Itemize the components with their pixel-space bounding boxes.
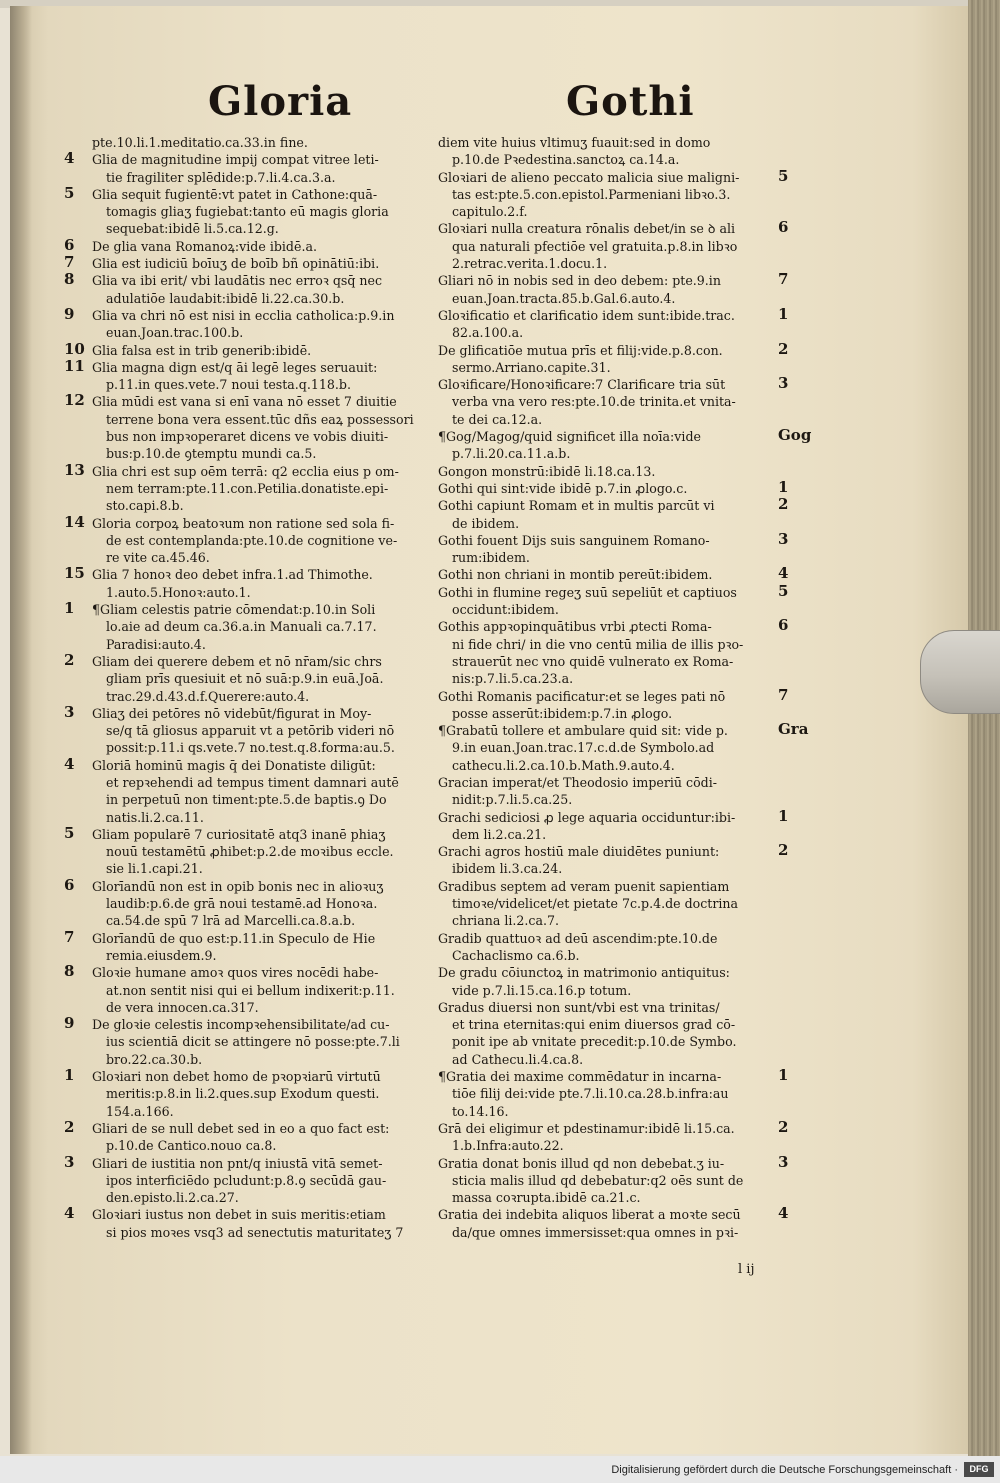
entry-line: remia.eiusdem.9. [106,947,217,963]
index-entry [62,356,414,394]
entry-number: 15 [64,564,85,583]
page-clip-tab [920,630,1000,714]
entry-line: Gothi qui sint:vide ibidē p.7.in ꝓlogo.c. [438,480,688,496]
entry-line: et trina eternitas:qui enim diuersos grad cō- [452,1017,736,1033]
index-entry [428,843,800,878]
entry-number: 9 [64,304,75,323]
index-entry [62,151,414,186]
index-entry [62,255,414,272]
index-entry [428,134,800,169]
index-entry [428,1068,800,1120]
index-entry [428,304,800,342]
index-entry [62,512,414,567]
entry-number: 7 [778,270,789,289]
index-entry [62,183,414,238]
index-entry [428,463,800,480]
entry-line: te dei ca.12.a. [452,411,543,427]
entry-line: Glia magna dign est/q āi legē leges seruauit: [92,359,378,375]
entry-line: chriana li.2.ca.7. [452,913,559,929]
index-entry [62,875,414,930]
entry-line: bus:p.10.de ꝯtemptu mundi ca.5. [106,446,317,462]
entry-line: Gloriā hominū magis q̄ dei Donatiste diligūt: [92,757,376,773]
entry-line: trac.29.d.43.d.f.Querere:auto.4. [106,688,310,704]
entry-line: Glia va ibi erit/ vbi laudātis nec erroꝛ qsq̄ nec [92,273,383,289]
entry-number: 3 [64,702,75,721]
index-entry [62,393,414,462]
entry-line: bro.22.ca.30.b. [106,1051,203,1067]
index-entry [428,930,800,965]
entry-line: tas est:pte.5.con.epistol.Parmeniani libꝛo.3. [452,186,731,202]
entry-number: 6 [64,875,75,894]
index-entry [428,685,800,723]
dfg-logo-icon: DFG [964,1462,994,1477]
entry-number: 4 [778,564,789,583]
entry-line: Glia de magnitudine impij compat vitree leti- [92,152,379,168]
entry-number: 1 [778,1066,789,1085]
index-entry [428,999,800,1068]
entry-line: nem terram:pte.11.con.Petilia.donatiste.epi- [106,480,389,496]
index-entry [62,927,414,965]
index-entry [428,1152,800,1207]
entry-number: 8 [64,270,75,289]
entry-number: 2 [778,339,789,358]
entry-number: 5 [778,581,789,600]
index-entry [428,220,800,272]
entry-number: 1 [778,304,789,323]
entry-line: euan.Joan.tracta.85.b.Gal.6.auto.4. [452,290,676,306]
entry-number: 8 [64,962,75,981]
entry-line: Gloꝛiari iustus non debet in suis meritis:etiam [92,1207,386,1223]
index-entry [62,650,414,705]
entry-line: Gradus diuersi non sunt/vbi est vna trinitas/ [438,999,720,1015]
entry-line: Gracian imperat/et Theodosio imperiū cōdi- [438,774,718,790]
entry-line: ipos interficiēdo pcludunt:p.8.ꝯ secūdā gau- [106,1172,387,1188]
entry-line: meritis:p.8.in li.2.ques.sup Exodum questi. [106,1086,380,1102]
entry-line: Gliari de se null debet sed in eo a quo fact est: [92,1120,390,1136]
index-entry [62,235,414,255]
entry-line: adulatiōe laudabit:ibidē li.22.ca.30.b. [106,290,345,306]
entry-line: tomagis gliaʒ fugiebat:tanto eū magis gloria [106,204,389,220]
index-entry [428,878,800,930]
entry-line: Gratia dei indebita aliquos liberat a moꝛte secū [438,1207,741,1223]
index-entry [62,1152,414,1207]
entry-line: p.7.li.20.ca.11.a.b. [452,446,571,462]
entry-number: 1 [778,806,789,825]
entry-line: ¶Gratia dei maxime commēdatur in incarna- [438,1069,722,1085]
index-entry [428,581,800,619]
entry-line: ad Cathecu.li.4.ca.8. [452,1051,584,1067]
entry-line: Grachi agros hostiū male diuidētes puniunt: [438,844,720,860]
entry-line: Gloꝛificare/Honoꝛificare:7 Clarificare tria sūt [438,377,726,393]
entry-number: 1 [778,477,789,496]
entry-line: 2.retrac.verita.1.docu.1. [452,256,608,272]
entry-line: timoꝛe/videlicet/et pietate 7c.p.4.de doctrina [452,896,739,912]
entry-number: 3 [64,1152,75,1171]
entry-line: tie fragiliter splēdide:p.7.li.4.ca.3.a. [106,169,336,185]
entry-number: 2 [64,1117,75,1136]
entry-line: ¶Gliam celestis patrie cōmendat:p.10.in Soli [92,602,376,618]
running-head-left: Gloria [208,78,353,125]
entry-line: De glificatiōe mutua prīs et filij:vide.p.8.con. [438,342,723,358]
entry-line: 1.auto.5.Honoꝛ:auto.1. [106,584,251,600]
digitization-bar [0,1456,1000,1483]
entry-line: Glia va chri nō est nisi in ecclia catholica:p.9.in [92,307,395,323]
index-entry [428,166,800,221]
entry-number: 4 [64,754,75,773]
entry-line: den.episto.li.2.ca.27. [106,1190,239,1206]
index-entry [62,272,414,307]
entry-number: 4 [778,1204,789,1223]
entry-line: pte.10.li.1.meditatio.ca.33.in fine. [92,135,308,150]
entry-number: Gog [778,426,812,445]
entry-line: Gothi non chriani in montib pereūt:ibidem. [438,567,713,583]
entry-line: natis.li.2.ca.11. [106,809,204,825]
entry-line: ibidem li.3.ca.24. [452,861,563,877]
page-fore-edge [968,0,1000,1456]
entry-line: p.10.de Pꝛedestina.sanctoꝝ ca.14.a. [452,152,680,168]
entry-line: Cachaclismo ca.6.b. [452,947,580,963]
entry-line: Paradisi:auto.4. [106,636,206,652]
entry-line: to.14.16. [452,1103,509,1119]
entry-line: ca.54.de spū 7 lrā ad Marcelli.ca.8.a.b. [106,913,356,929]
entry-line: ¶Gog/Magog/quid significet illa noīa:vide [438,429,701,445]
entry-line: verba vna vero res:pte.10.de trinita.et vnita- [452,394,736,410]
entry-line: rum:ibidem. [452,550,530,566]
entry-line: ius scientiā dicit se attingere nō posse:pte.7.li [106,1034,400,1050]
entry-number: 5 [778,166,789,185]
entry-number: 4 [64,1204,75,1223]
entry-number: 7 [64,927,75,946]
entry-line: Grā dei eligimur et pdestinamur:ibidē li.15.ca. [438,1120,735,1136]
entry-line: Gloꝛiari non debet homo de pꝛopꝛiarū virtutū [92,1069,381,1085]
index-entry [428,806,800,844]
entry-line: Gloꝛie humane amoꝛ quos vires nocēdi habe- [92,965,379,981]
entry-number: 12 [64,391,85,410]
entry-line: De gradu cōiunctoꝝ in matrimonio antiquitus: [438,965,730,981]
index-column-left [62,134,414,1241]
index-entry [428,272,800,307]
entry-number: 11 [64,356,85,375]
index-entry [428,376,800,428]
entry-line: de est contemplanda:pte.10.de cognitione ve- [106,532,398,548]
entry-line: sto.capi.8.b. [106,498,184,514]
index-entry [62,1016,414,1068]
entry-line: de vera innocen.ca.317. [106,999,259,1015]
entry-line: 82.a.100.a. [452,325,524,341]
entry-line: Grachi sediciosi ꝓ lege aquaria occiduntur:ibi- [438,809,736,825]
entry-line: Gothi capiunt Romam et in multis parcūt vi [438,498,715,514]
index-entry [62,304,414,342]
entry-line: sticia malis illud qd debebatur:q2 oēs sunt de [452,1172,744,1188]
entry-number: 3 [778,529,789,548]
index-entry [428,566,800,583]
entry-line: ponit ipe ab vnitate precedit:p.10.de Symbo. [452,1034,737,1050]
entry-number: 13 [64,460,85,479]
entry-number: Gra [778,720,809,739]
entry-number: 2 [778,1117,789,1136]
index-entry [62,754,414,826]
entry-line: sermo.Arriano.capite.31. [452,359,611,375]
entry-line: et repꝛehendi ad tempus timent damnari autē [106,774,399,790]
entry-line: p.11.in ques.vete.7 noui testa.q.118.b. [106,377,351,393]
entry-line: Glia 7 honoꝛ deo debet infra.1.ad Thimothe. [92,567,373,583]
entry-line: Gloꝛiari de alieno peccato malicia siue maligni- [438,169,740,185]
entry-line: lo.aie ad deum ca.36.a.in Manuali ca.7.17. [106,619,377,635]
entry-line: euan.Joan.trac.100.b. [106,325,244,341]
entry-number: 2 [778,495,789,514]
entry-line: Gliari nō in nobis sed in deo debem: pte.9.in [438,273,721,289]
entry-line: De glia vana Romanoꝝ:vide ibidē.a. [92,238,317,254]
entry-line: Glia sequit fugientē:vt patet in Cathone:quā- [92,186,378,202]
entry-line: ¶Grabatū tollere et ambulare quid sit: vide p. [438,723,728,739]
index-entry [428,497,800,532]
entry-line: Glorīandū non est in opib bonis nec in alioꝛuʒ [92,878,384,894]
entry-number: 5 [64,823,75,842]
entry-line: Gratia donat bonis illud qd non debebat.ʒ iu- [438,1155,725,1171]
entry-line: Gloꝛiari nulla creatura rōnalis debet/in se ꝺ ali [438,221,736,237]
index-entry [62,601,414,653]
entry-number: 14 [64,512,85,531]
entry-line: 1.b.Infra:auto.22. [452,1138,564,1154]
entry-line: in perpetuū non timent:pte.5.de baptis.ꝯ Do [106,792,387,808]
entry-line: sie li.1.capi.21. [106,861,203,877]
entry-line: nis:p.7.li.5.ca.23.a. [452,671,574,687]
entry-line: Glia falsa est in trib generib:ibidē. [92,342,312,358]
entry-number: 1 [64,599,75,618]
entry-line: de ibidem. [452,515,520,531]
entry-number: 9 [64,1014,75,1033]
entry-line: Gothi fouent Dijs suis sanguinem Romano- [438,532,710,548]
entry-number: 6 [778,218,789,237]
entry-line: Gothis appꝛopinquātibus vrbi ꝓtecti Roma- [438,619,712,635]
entry-line: Gradibus septem ad veram puenit sapientiam [438,878,730,894]
entry-line: ni fide chri/ in die vno centū milia de illis pꝛo- [452,636,744,652]
entry-line: 9.in euan.Joan.trac.17.c.d.de Symbolo.ad [452,740,715,756]
entry-line: nouū testamētū ꝓhibet:p.2.de moꝛibus eccle. [106,844,394,860]
entry-line: terrene bona vera essent.tūc dñs eaꝝ possessori [106,411,414,427]
entry-line: Gliaʒ dei petōres nō videbūt/figurat in Moy- [92,705,372,721]
entry-line: strauerūt nec vno quidē vulnerato ex Roma- [452,653,734,669]
entry-number: 3 [778,1152,789,1171]
index-entry [62,339,414,359]
index-entry [428,1206,800,1241]
entry-line: dem li.2.ca.21. [452,826,547,842]
entry-line: at.non sentit nisi qui ei bellum indixerit:p.11. [106,982,395,998]
page-gutter-shadow [10,6,32,1454]
entry-line: Glia est iudiciū boīuʒ de boīb bñ opinātiū:ibi. [92,256,380,272]
entry-number: 2 [778,841,789,860]
entry-line: occidunt:ibidem. [452,602,559,618]
index-entry [62,1206,414,1241]
entry-line: qua naturali pfectiōe vel gratuita.p.8.in libꝛo [452,238,738,254]
entry-line: nidit:p.7.li.5.ca.25. [452,792,573,808]
index-entry [428,339,800,377]
entry-line: Gradib quattuoꝛ ad deū ascendim:pte.10.de [438,930,718,946]
entry-line: bus non impꝛoperaret dicens ve vobis diuiti- [106,429,389,445]
index-entry [428,426,812,463]
entry-line: Glorīandū de quo est:p.11.in Speculo de Hie [92,930,376,946]
entry-line: capitulo.2.f. [452,204,528,220]
index-entry [62,460,414,515]
index-entry [428,529,800,567]
entry-number: 6 [64,235,75,254]
entry-number: 5 [64,183,75,202]
index-entry [428,618,800,687]
entry-line: sequebat:ibidē li.5.ca.12.g. [106,221,279,237]
index-entry [428,720,809,774]
index-entry [62,134,414,151]
index-column-right [428,134,812,1241]
entry-line: laudib:p.6.de grā noui testamē.ad Honoꝛa. [106,896,378,912]
index-entry [62,823,414,878]
entry-line: cathecu.li.2.ca.10.b.Math.9.auto.4. [452,757,675,773]
index-entry [62,1068,414,1120]
entry-number: 3 [778,374,789,393]
entry-line: re vite ca.45.46. [106,550,210,566]
index-entry [428,964,800,999]
entry-line: si pios moꝛes vsq3 ad senectutis maturitateʒ 7 [106,1224,404,1240]
entry-line: De gloꝛie celestis incompꝛehensibilitate/ad cu- [92,1017,390,1033]
index-entry [428,1117,800,1155]
entry-line: Gongon monstrū:ibidē li.18.ca.13. [438,463,656,479]
index-entry [62,702,414,757]
entry-line: Gothi in flumine regeʒ suū sepeliūt et captiuos [438,584,737,600]
entry-line: gliam prīs quesiuit et nō suā:p.9.in euā.Joā. [106,671,384,687]
entry-number: 6 [778,616,789,635]
entry-line: da/que omnes immersisset:qua omnes in pꝛi- [452,1224,739,1240]
index-entry [62,1117,414,1155]
index-entry [62,566,414,601]
entry-line: Gliam dei querere debem et nō nr̄am/sic chrs [92,653,382,669]
entry-number: 2 [64,650,75,669]
index-entry [62,964,414,1016]
digitization-credit: Digitalisierung gefördert durch die Deutsche Forschungsgemeinschaft · [611,1464,958,1476]
entry-number: 7 [64,253,75,272]
entry-line: posse asserūt:ibidem:p.7.in ꝓlogo. [452,705,673,721]
entry-line: vide p.7.li.15.ca.16.p totum. [452,982,632,998]
entry-line: Glia chri est sup oēm terrā: q2 ecclia eius p om- [92,463,399,479]
entry-line: massa coꝛrupta.ibidē ca.21.c. [452,1190,641,1206]
entry-line: Gloꝛificatio et clarificatio idem sunt:ibide.trac. [438,307,735,323]
entry-line: se/q tā gliosus apparuit vt a petōrib videri nō [106,723,395,739]
entry-line: p.10.de Cantico.nouo ca.8. [106,1138,277,1154]
entry-line: possit:p.11.i qs.vete.7 no.test.q.8.forma:au.5. [106,740,395,756]
entry-line: Gloria corpoꝝ beatoꝛum non ratione sed sola fi- [92,515,395,531]
index-entry [428,774,800,809]
entry-number: 1 [64,1066,75,1085]
entry-line: 154.a.166. [106,1103,174,1119]
signature-mark: l ij [738,1262,755,1277]
entry-number: 10 [64,339,85,358]
entry-number: 4 [64,149,75,168]
index-entry [428,477,800,497]
entry-line: Gothi Romanis pacificatur:et se leges pati nō [438,688,726,704]
entry-line: diem vite huius vltimuʒ fuauit:sed in domo [438,135,711,150]
entry-line: Gliam popularē 7 curiositatē atq3 inanē phiaʒ [92,826,386,842]
entry-line: Glia mūdi est vana si enī vana nō esset 7 diuitie [92,394,397,410]
entry-line: Gliari de iustitia non pnt/q iniustā vitā semet- [92,1155,383,1171]
entry-line: tiōe filij dei:vide pte.7.li.10.ca.28.b.infra:au [452,1086,729,1102]
running-head-right: Gothi [566,78,695,125]
entry-number: 7 [778,685,789,704]
